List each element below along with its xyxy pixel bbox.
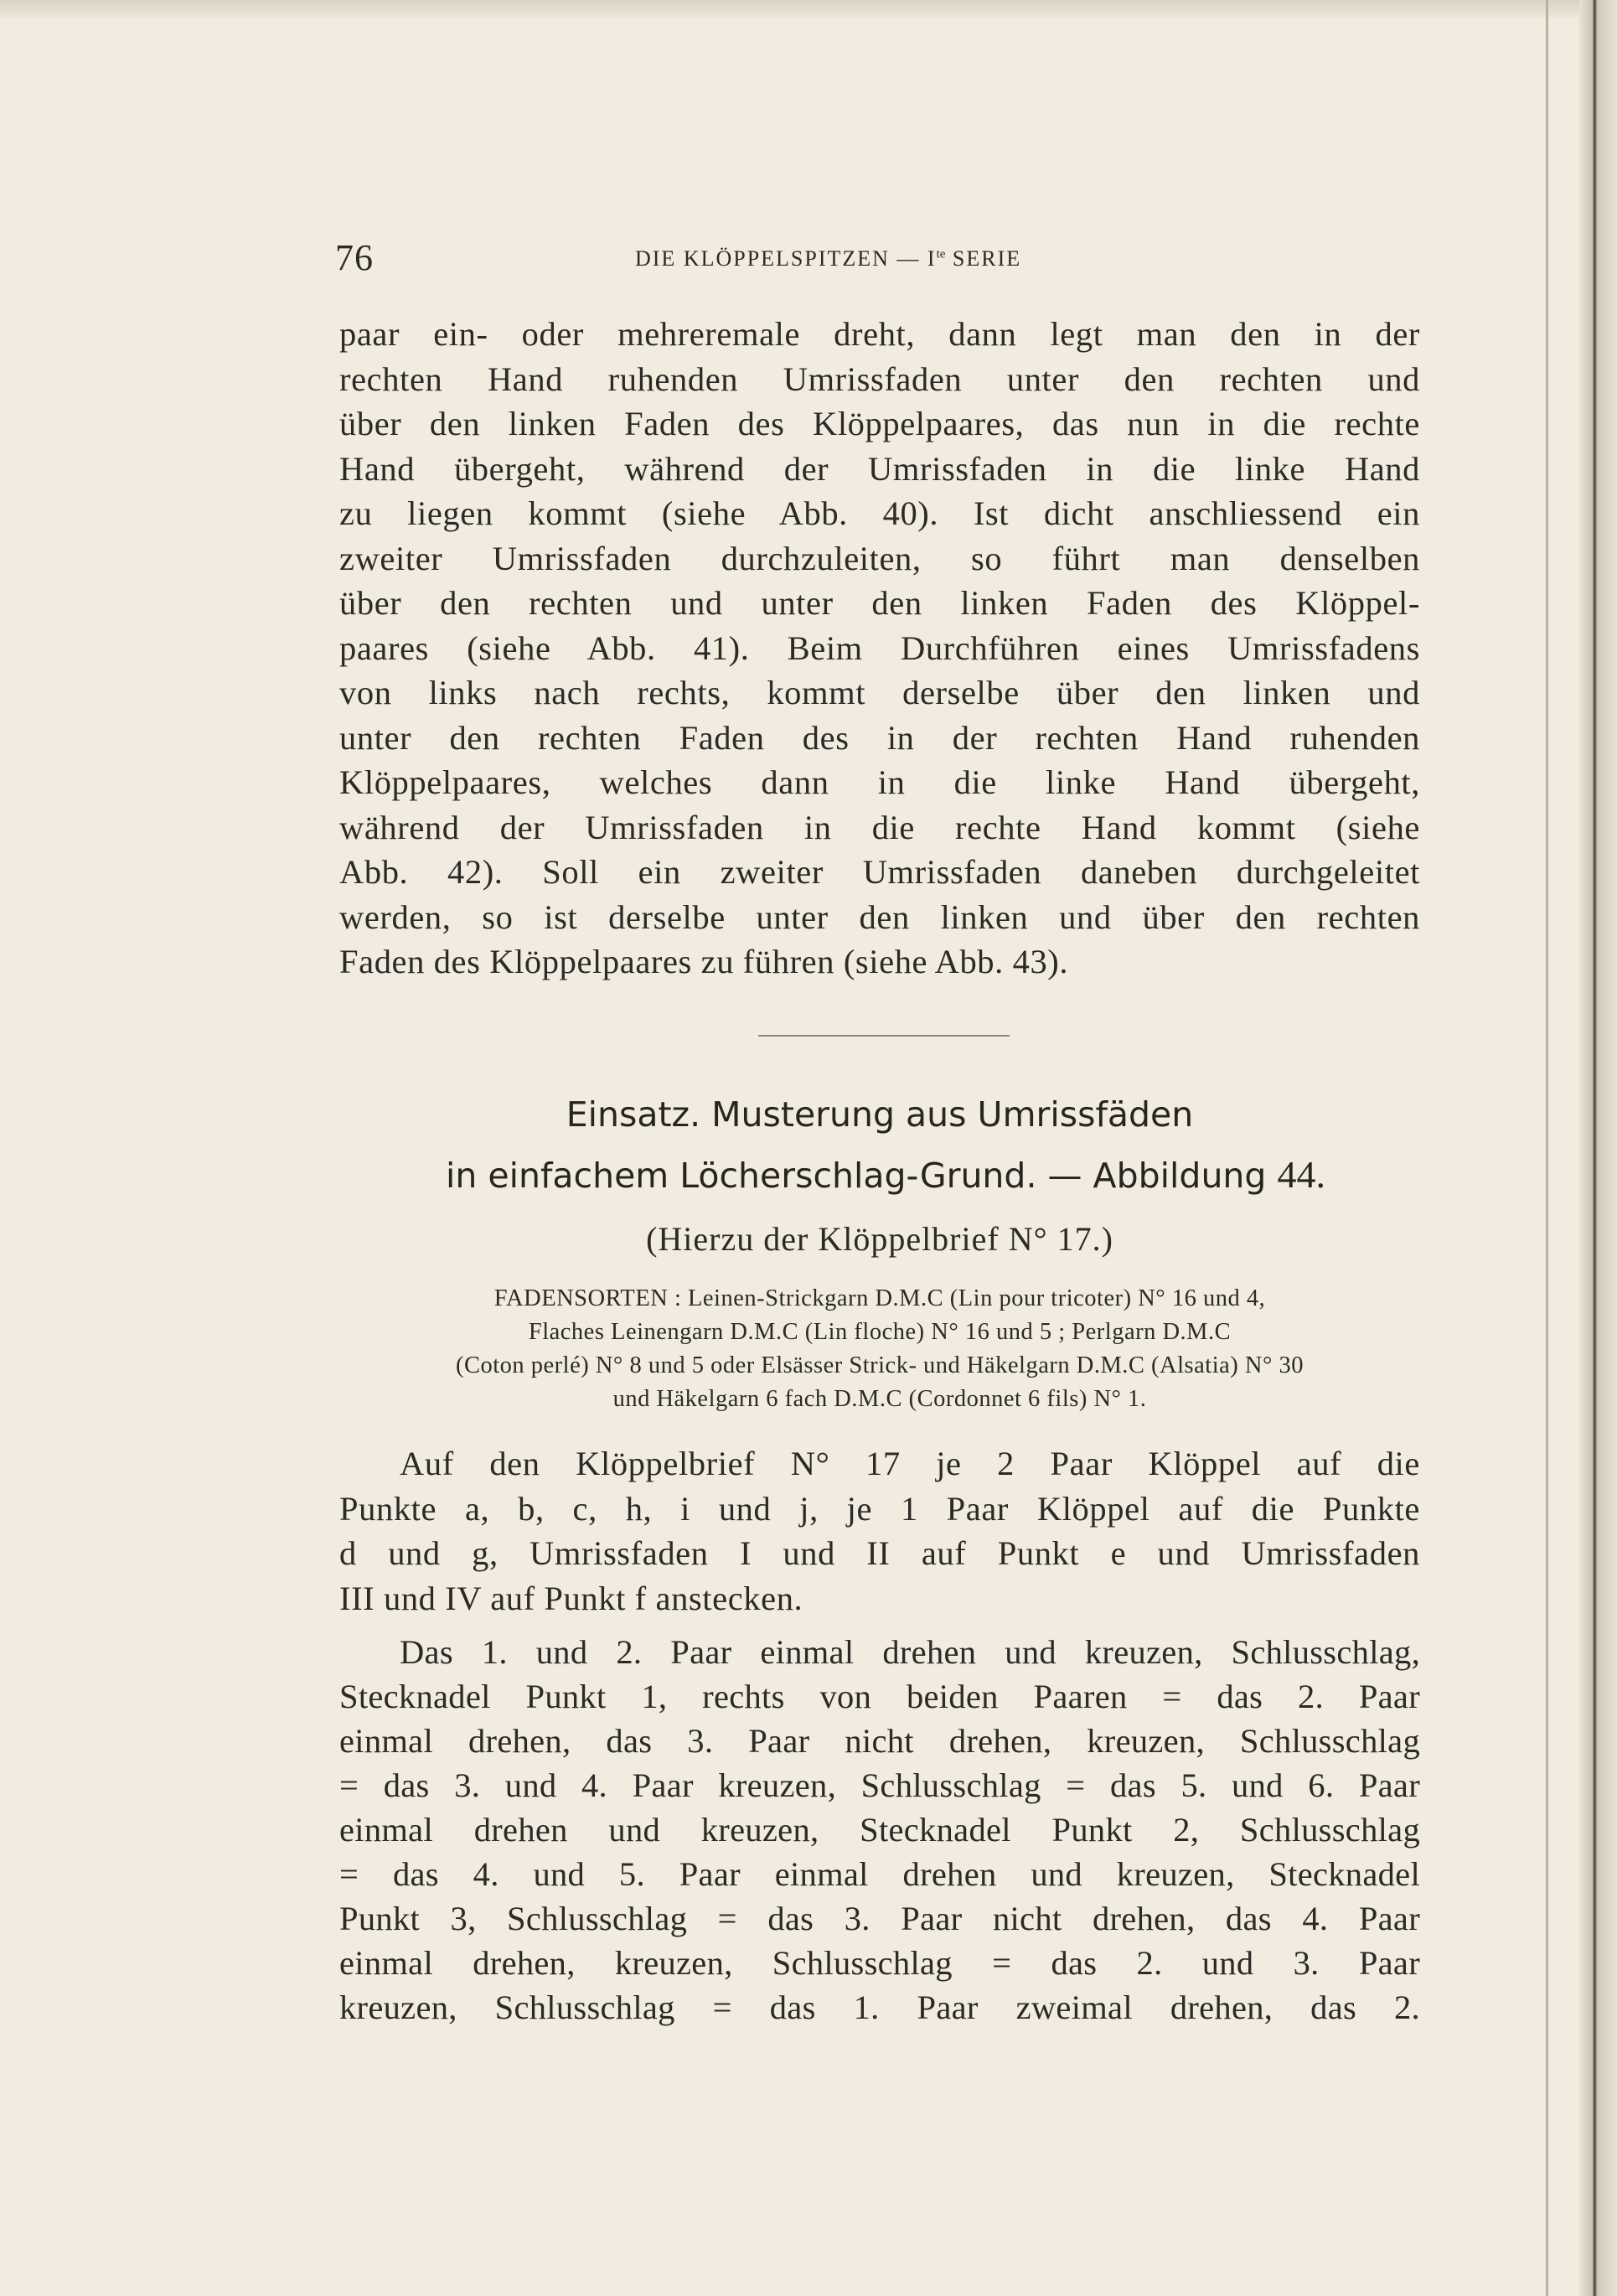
running-head-text: DIE KLÖPPELSPITZEN — I <box>635 246 937 271</box>
paragraph-1 <box>339 312 1420 985</box>
materials-line: FADENSORTEN : Leinen-Strickgarn D.M.C (Lin pour tricoter) N° 16 und 4, <box>493 1285 1266 1311</box>
text-line: einmal drehen und kreuzen, Stecknadel Punkt 2, Schlusschlag <box>339 1811 1420 1849</box>
materials-line: Flaches Leinengarn D.M.C (Lin floche) N° 16 und 5 ; Perlgarn D.M.C <box>528 1319 1232 1345</box>
pattern-reference: (Hierzu der Klöppelbrief N° 17.) <box>646 1220 1113 1258</box>
text-line: Klöppelpaares, welches dann in die linke Hand übergeht, <box>339 763 1420 801</box>
text-line: über den linken Faden des Klöppelpaares, das nun in die rechte <box>339 405 1420 442</box>
text-line: paar ein- oder mehreremale dreht, dann legt man den in der <box>339 315 1420 353</box>
text-line: Punkt 3, Schlusschlag = das 3. Paar nicht drehen, das 4. Paar <box>339 1900 1420 1937</box>
text-line: von links nach rechts, kommt derselbe über den linken und <box>339 674 1420 711</box>
text-line: III und IV auf Punkt f anstecken. <box>339 1579 803 1617</box>
running-head-suffix: SERIE <box>945 246 1022 271</box>
text-line: Hand übergeht, während der Umrissfaden in die linke Hand <box>339 449 1420 488</box>
text-line: kreuzen, Schlusschlag = das 1. Paar zweimal drehen, das 2. <box>339 1988 1420 2026</box>
materials-line: und Häkelgarn 6 fach D.M.C (Cordonnet 6 fils) N° 1. <box>612 1386 1147 1412</box>
paragraph-3 <box>339 1630 1420 2030</box>
paragraph-2 <box>339 1441 1420 1621</box>
text-line: Das 1. und 2. Paar einmal drehen und kreuzen, Schlusschlag, <box>400 1633 1420 1671</box>
section-heading-line-1: Einsatz. Musterung aus Umrissfäden <box>566 1094 1194 1135</box>
materials-line: (Coton perlé) N° 8 und 5 oder Elsässer Strick- und Häkelgarn D.M.C (Alsatia) N° 30 <box>455 1352 1304 1378</box>
text-line: Auf den Klöppelbrief N° 17 je 2 Paar Klöppel auf die <box>400 1445 1420 1482</box>
page-header <box>335 236 1416 278</box>
text-line: unter den rechten Faden des in der rechten Hand ruhenden <box>339 718 1420 757</box>
heading-figure-number: 44. <box>1277 1153 1325 1196</box>
section-divider <box>758 1035 1010 1037</box>
text-line: zweiter Umrissfaden durchzuleiten, so führt man denselben <box>339 539 1420 577</box>
binding-line <box>1546 0 1548 2296</box>
thread-materials <box>339 1282 1420 1416</box>
text-line: = das 3. und 4. Paar kreuzen, Schlusschlag = das 5. und 6. Paar <box>339 1766 1420 1804</box>
running-head-sup: te <box>936 247 946 261</box>
text-line: einmal drehen, das 3. Paar nicht drehen, kreuzen, Schlusschlag <box>339 1722 1420 1760</box>
text-line: paares (siehe Abb. 41). Beim Durchführen eines Umrissfadens <box>339 628 1420 667</box>
text-line: während der Umrissfaden in die rechte Hand kommt (siehe <box>339 808 1420 846</box>
text-line: einmal drehen, kreuzen, Schlusschlag = das 2. und 3. Paar <box>339 1944 1420 1982</box>
text-line: zu liegen kommt (siehe Abb. 40). Ist dicht anschliessend ein <box>339 494 1420 532</box>
text-line: = das 4. und 5. Paar einmal drehen und kreuzen, Stecknadel <box>339 1855 1420 1893</box>
heading-line-2-text: in einfachem Löcherschlag-Grund. — Abbildung <box>445 1156 1267 1196</box>
section-heading-line-2 <box>345 1152 1426 1197</box>
text-line: d und g, Umrissfaden I und II auf Punkt e und Umrissfaden <box>339 1534 1420 1572</box>
text-line: Punkte a, b, c, h, i und j, je 1 Paar Klöppel auf die Punkte <box>339 1489 1420 1528</box>
text-line: werden, so ist derselbe unter den linken und über den rechten <box>339 897 1420 936</box>
text-line: Abb. 42). Soll ein zweiter Umrissfaden daneben durchgeleitet <box>339 853 1420 891</box>
text-line: rechten Hand ruhenden Umrissfaden unter den rechten und <box>339 359 1420 398</box>
page-top-edge <box>0 0 1617 18</box>
page-number: 76 <box>335 237 374 278</box>
page-right-edge <box>1579 0 1617 2296</box>
text-line: Faden des Klöppelpaares zu führen (siehe Abb. 43). <box>339 943 1069 980</box>
running-head <box>635 246 1021 271</box>
text-line: Stecknadel Punkt 1, rechts von beiden Paaren = das 2. Paar <box>339 1678 1420 1715</box>
text-line: über den rechten und unter den linken Faden des Klöppel- <box>339 584 1420 622</box>
